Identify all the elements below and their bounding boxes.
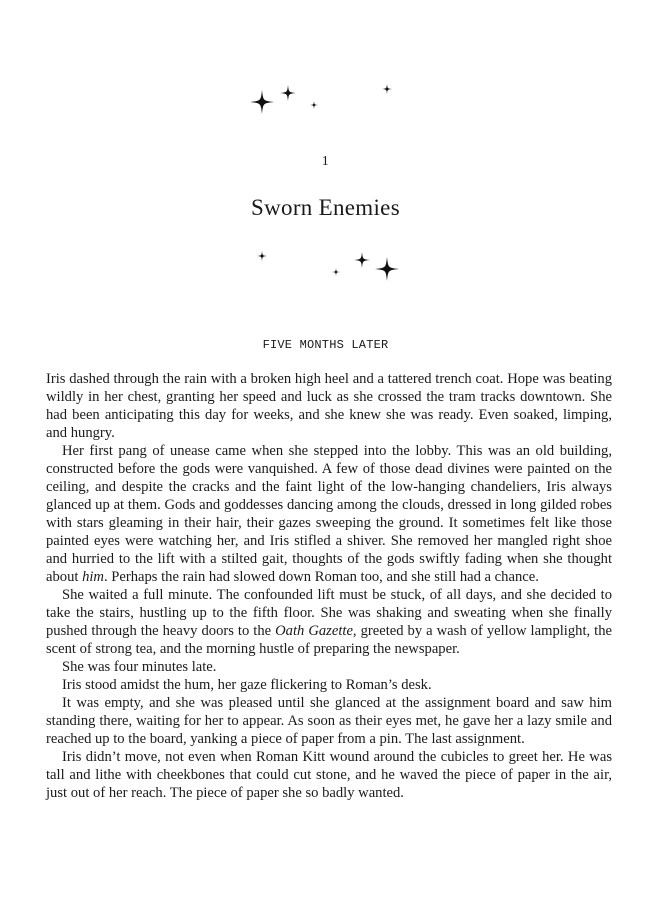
paragraph (46, 370, 612, 442)
chapter-body (46, 370, 612, 802)
text-run: greeted by a wash of yellow lamplight, the scent of strong tea, and the morning hustle of preparing the newspaper. (46, 623, 612, 657)
text-run: Iris didn’t move, not even when Roman Kitt wound around the cubicles to greet her. He was tall and lithe with cheekbones that could cut stone, and he waved the piece of paper in the air, just out of her reach. The piece of paper she so badly wanted. (46, 749, 612, 801)
paragraph (46, 586, 612, 658)
text-run: Her first pang of unease came when she stepped into the lobby. This was an old building, constructed before the gods were vanquished. A few of those dead divines were painted on the ceiling, and despite the cracks and the faint light of the low-hanging chandeliers, Iris always glanced up at them. Gods and goddesses dancing among the clouds, dressed in long gilded robes with stars gleaming in their hair, their gazes sweeping the ground. It sometimes felt like those painted eyes were watching her, and Iris stifled a shiver. She removed her mangled right shoe and hurried to the lift with a stilted gait, thoughts of the gods swiftly fading when she thought about (46, 443, 612, 585)
paragraph (46, 694, 612, 748)
chapter-title: Sworn Enemies (251, 195, 400, 220)
text-run: She waited a full minute. The confounded lift must be stuck, of all days, and she decided to take the stairs, hustling up to the fifth floor. She was shaking and sweating when she finally pushed through the heavy doors to the (46, 587, 612, 639)
star-icon (250, 90, 274, 114)
text-run: Iris stood amidst the hum, her gaze flickering to Roman’s desk. (62, 677, 432, 693)
bottom-star-cluster-icon (257, 251, 399, 281)
text-run: It was empty, and she was pleased until she glanced at the assignment board and saw him standing there, waiting for her to appear. As soon as their eyes met, he gave her a lazy smile and reached up to the board, yanking a piece of paper from a pin. The last assignment. (46, 695, 612, 747)
star-icon (375, 257, 399, 281)
section-heading: FIVE MONTHS LATER (262, 338, 389, 352)
italic-text: him (82, 569, 104, 585)
top-star-cluster-icon (250, 84, 392, 114)
paragraph (46, 658, 612, 676)
text-run: Iris dashed through the rain with a broken high heel and a tattered trench coat. Hope was beating wildly in her chest, granting her speed and luck as she crossed the tram tracks downtown. She had been anticipating this day for weeks, and she knew she was ready. Even soaked, limping, and hungry. (46, 371, 612, 441)
star-icon (354, 252, 370, 268)
text-run: . Perhaps the rain had slowed down Roman too, and she still had a chance. (103, 569, 539, 585)
text-run: She was four minutes late. (62, 659, 217, 675)
paragraph (46, 442, 612, 586)
italic-text: Oath Gazette, (275, 623, 357, 639)
star-icon (257, 251, 267, 261)
star-icon (280, 85, 296, 101)
paragraph (46, 676, 612, 694)
paragraph (46, 748, 612, 802)
star-icon (382, 84, 392, 94)
star-icon (310, 101, 318, 109)
chapter-number: 1 (321, 154, 330, 169)
star-icon (332, 268, 340, 276)
